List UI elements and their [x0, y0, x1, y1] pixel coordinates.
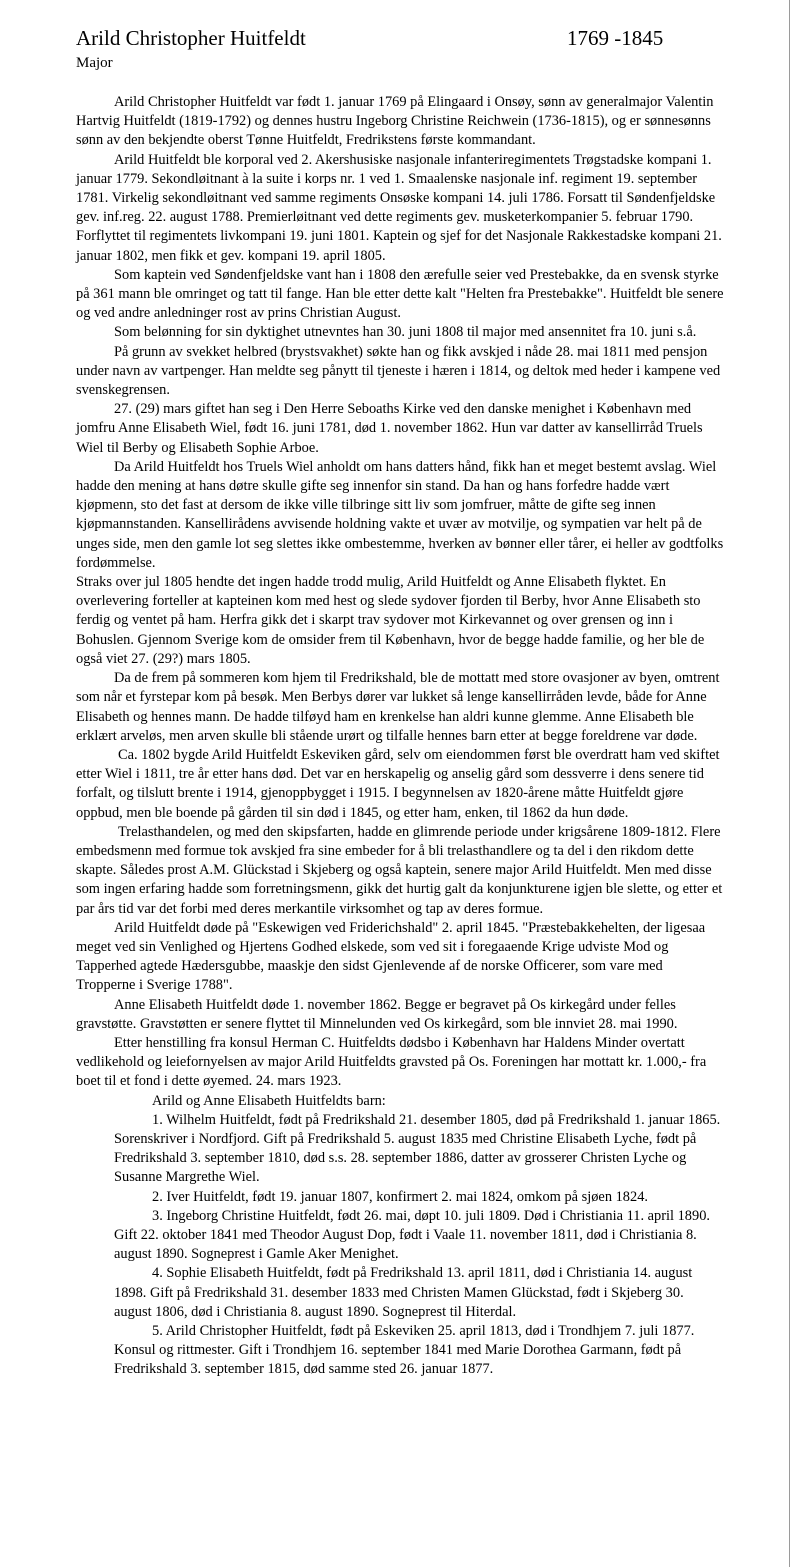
paragraph-career: Arild Huitfeldt ble korporal ved 2. Akershusiske nasjonale infanteriregimentets Trøgstadske kompani 1. januar 1779. Sekondløitnant à la suite i korps nr. 1 ved 1. Smaalenske nasjonale inf. regiment 19. september 1781. Virkelig sekondløitnant ved samme regiments Onsøske kompani 14. juli 1786. Forsatt til Søndenfjeldske gev. inf.reg. 22. august 1788. Premierløitnant ved dette regiments gev. musketerkompanier 5. februar 1790. Forflyttet til regimentets livkompani 19. juni 1801. Kaptein og sjef for det Nasjonale Rakkestadske kompani 21. januar 1802, men fikk et gev. kompani 19. april 1805.: [76, 151, 722, 264]
paragraph-grave-fund: Etter henstilling fra konsul Herman C. Huitfeldts dødsbo i København har Haldens Minder overtatt vedlikehold og leiefornyelsen av major Arild Huitfeldts gravsted på Os. Foreningen har mottatt kr. 1.000,- fra boet til et fond i dette øyemed. 24. mars 1923.: [76, 1034, 707, 1090]
paragraph-birth: Arild Christopher Huitfeldt var født 1. januar 1769 på Elingaard i Onsøy, sønn av generalmajor Valentin Hartvig Huitfeldt (1819-1792) og dennes hustru Ingeborg Christine Reichwein (1736-1815), og er sønnesønns sønn av den bekjendte oberst Tønne Huitfeldt, Fredrikstens første kommandant.: [76, 94, 714, 149]
person-name-heading: Arild Christopher Huitfeldt: [76, 26, 306, 50]
page-edge-line: [789, 0, 790, 1567]
paragraph-marriage: 27. (29) mars giftet han seg i Den Herre Seboaths Kirke ved den danske menighet i København med jomfru Anne Elisabeth Wiel, født 16. juni 1781, død 1. november 1862. Hun var datter av kansellirråd Truels Wiel til Berby og Elisabeth Sophie Arboe.: [76, 401, 703, 456]
list-item: 4. Sophie Elisabeth Huitfeldt, født på Fredrikshald 13. april 1811, død i Christiania 14. august 1898. Gift på Fredrikshald 31. desember 1833 med Christen Mamen Glückstad, født i Skjeberg 30. august 1806, død i Christiania 8. august 1890. Sogneprest til Hiterdal.: [114, 1265, 693, 1320]
rank-subtitle: Major: [76, 55, 113, 71]
paragraph-eskeviken: Ca. 1802 bygde Arild Huitfeldt Eskeviken gård, selv om eiendommen først ble overdratt ham ved skiftet etter Wiel i 1811, tre år etter hans død. Det var en herskapelig og anselig gård som dessverre i dens senere tid forfalt, og tilslutt brente i 1914, gjenoppbygget i 1915. I begynnelsen av 1820-årene måtte Huitfeldt gjøre oppbud, men ble boende på gården til sin død i 1845, og etter ham, enken, til 1862 da hun døde.: [76, 746, 720, 821]
paragraph-timber-trade: Trelasthandelen, og med den skipsfarten, hadde en glimrende periode under krigsårene 1809-1812. Flere embedsmenn med formue tok avskjed fra sine embeder for å bli trelasthandlere og ta del i den rikdom dette skapte. Således prost A.M. Glückstad i Skjeberg og også kaptein, senere major Arild Huitfeldt. Men med disse som ingen erfaring hadde som forretningsmenn, gikk det hurtig galt da konjunkturene igjen ble slette, og etter et par års tid var det forbi med deres merkantile virksomhet og tap av deres formue.: [76, 823, 723, 917]
paragraph-promotion: Som belønning for sin dyktighet utnevntes han 30. juni 1808 til major med ansennitet fra 10. juni s.å.: [114, 324, 697, 341]
paragraph-prestebakke: Som kaptein ved Søndenfjeldske vant han i 1808 den ærefulle seier ved Prestebakke, da en svensk styrke på 361 mann ble omringet og tatt til fange. Han ble etter dette kalt "Helten fra Prestebakke". Huitfeldt ble senere og ved andre anledninger rost av prins Christian August.: [76, 266, 724, 322]
paragraph-discharge: På grunn av svekket helbred (brystsvakhet) søkte han og fikk avskjed i nåde 28. mai 1811 med pensjon under navn av vartpenger. Han meldte seg pånytt til tjeneste i hæren i 1814, og deltok med heder i kampene ved svenskegrensen.: [76, 343, 721, 399]
paragraph-death: Arild Huitfeldt døde på "Eskewigen ved Friderichshald" 2. april 1845. "Præstebakkehelten, der ligesaa meget ved sin Venlighed og Hjertens Godhed elskede, som ved sit i foregaaende Krige udviste Mod og Tapperhed agtede Hædersgubbe, maaskje den sidst Gjenlevende af de norske Officerer, som vare med Tropperne i Sverige 1788".: [76, 919, 706, 994]
list-item: 2. Iver Huitfeldt, født 19. januar 1807, konfirmert 2. mai 1824, omkom på sjøen 1824.: [152, 1188, 648, 1205]
children-list: [114, 1092, 724, 1380]
children-heading: Arild og Anne Elisabeth Huitfeldts barn:: [152, 1092, 386, 1109]
list-item: 1. Wilhelm Huitfeldt, født på Fredrikshald 21. desember 1805, død på Fredrikshald 1. januar 1865. Sorenskriver i Nordfjord. Gift på Fredrikshald 5. august 1835 med Christine Elisabeth Lyche, født på Fredrikshald 3. september 1810, død s.s. 28. september 1886, datter av grosserer Christen Lyche og Susanne Margrethe Wiel.: [114, 1111, 721, 1186]
list-item: 5. Arild Christopher Huitfeldt, født på Eskeviken 25. april 1813, død i Trondhjem 7. juli 1877. Konsul og rittmester. Gift i Trondhjem 16. september 1841 med Marie Dorothea Garmann, født på Fredrikshald 3. september 1815, død samme sted 26. januar 1877.: [114, 1323, 695, 1378]
life-years: 1769 -1845: [567, 26, 664, 50]
list-item: 3. Ingeborg Christine Huitfeldt, født 26. mai, døpt 10. juli 1809. Død i Christiania 11. april 1890. Gift 22. oktober 1841 med Theodor August Dop, født i Vaale 11. november 1811, død i Christiania 8. august 1890. Sogneprest i Gamle Aker Menighet.: [114, 1207, 710, 1263]
paragraph-elopement: Straks over jul 1805 hendte det ingen hadde trodd mulig, Arild Huitfeldt og Anne Elisabeth flyktet. En overlevering forteller at kapteinen kom med hest og slede sydover fjorden til Berby, hvor Anne Elisabeth sto ferdig og ventet på ham. Herfra gikk det i skarpt trav sydover mot Kirkevannet og over grensen og inn i Bohuslen. Gjennom Sverige kom de omsider frem til København, hvor de begge hadde familie, og her ble de også viet 27. (29?) mars 1805.: [76, 574, 705, 667]
biography-body: [76, 93, 724, 1380]
paragraph-refusal: Da Arild Huitfeldt hos Truels Wiel anholdt om hans datters hånd, fikk han et meget bestemt avslag. Wiel hadde den mening at hans døtre skulle gifte seg innenfor sin stand. Da han og hans forfedre hadde vært kjøpmenn, sto det fast at dersom de ikke ville tilbringe sitt liv som jomfruer, måtte de gifte seg innen kjøpmannstanden. Kansellirådens avvisende holdning vakte et uvær av motvilje, og sympatien var helt på de unges side, men den gamle lot seg slettes ikke ombestemme, hverken av bønner eller tårer, ei heller av godtfolks fordømmelse.: [76, 458, 724, 571]
paragraph-widow: Anne Elisabeth Huitfeldt døde 1. november 1862. Begge er begravet på Os kirkegård under felles gravstøtte. Gravstøtten er senere flyttet til Minnelunden ved Os kirkegård, som ble innviet 28. mai 1990.: [76, 996, 678, 1032]
paragraph-homecoming: Da de frem på sommeren kom hjem til Fredrikshald, ble de mottatt med store ovasjoner av byen, omtrent som når et fyrstepar kom på besøk. Men Berbys dører var lukket så lenge kansellirråden levde, både for Anne Elisabeth og hennes mann. De hadde tilføyd ham en krenkelse han aldri kunne glemme. Anne Elisabeth ble erklært arveløs, men arven skulle bli stående urørt og tilfalle hennes barn etter at begge foreldrene var døde.: [76, 670, 720, 744]
